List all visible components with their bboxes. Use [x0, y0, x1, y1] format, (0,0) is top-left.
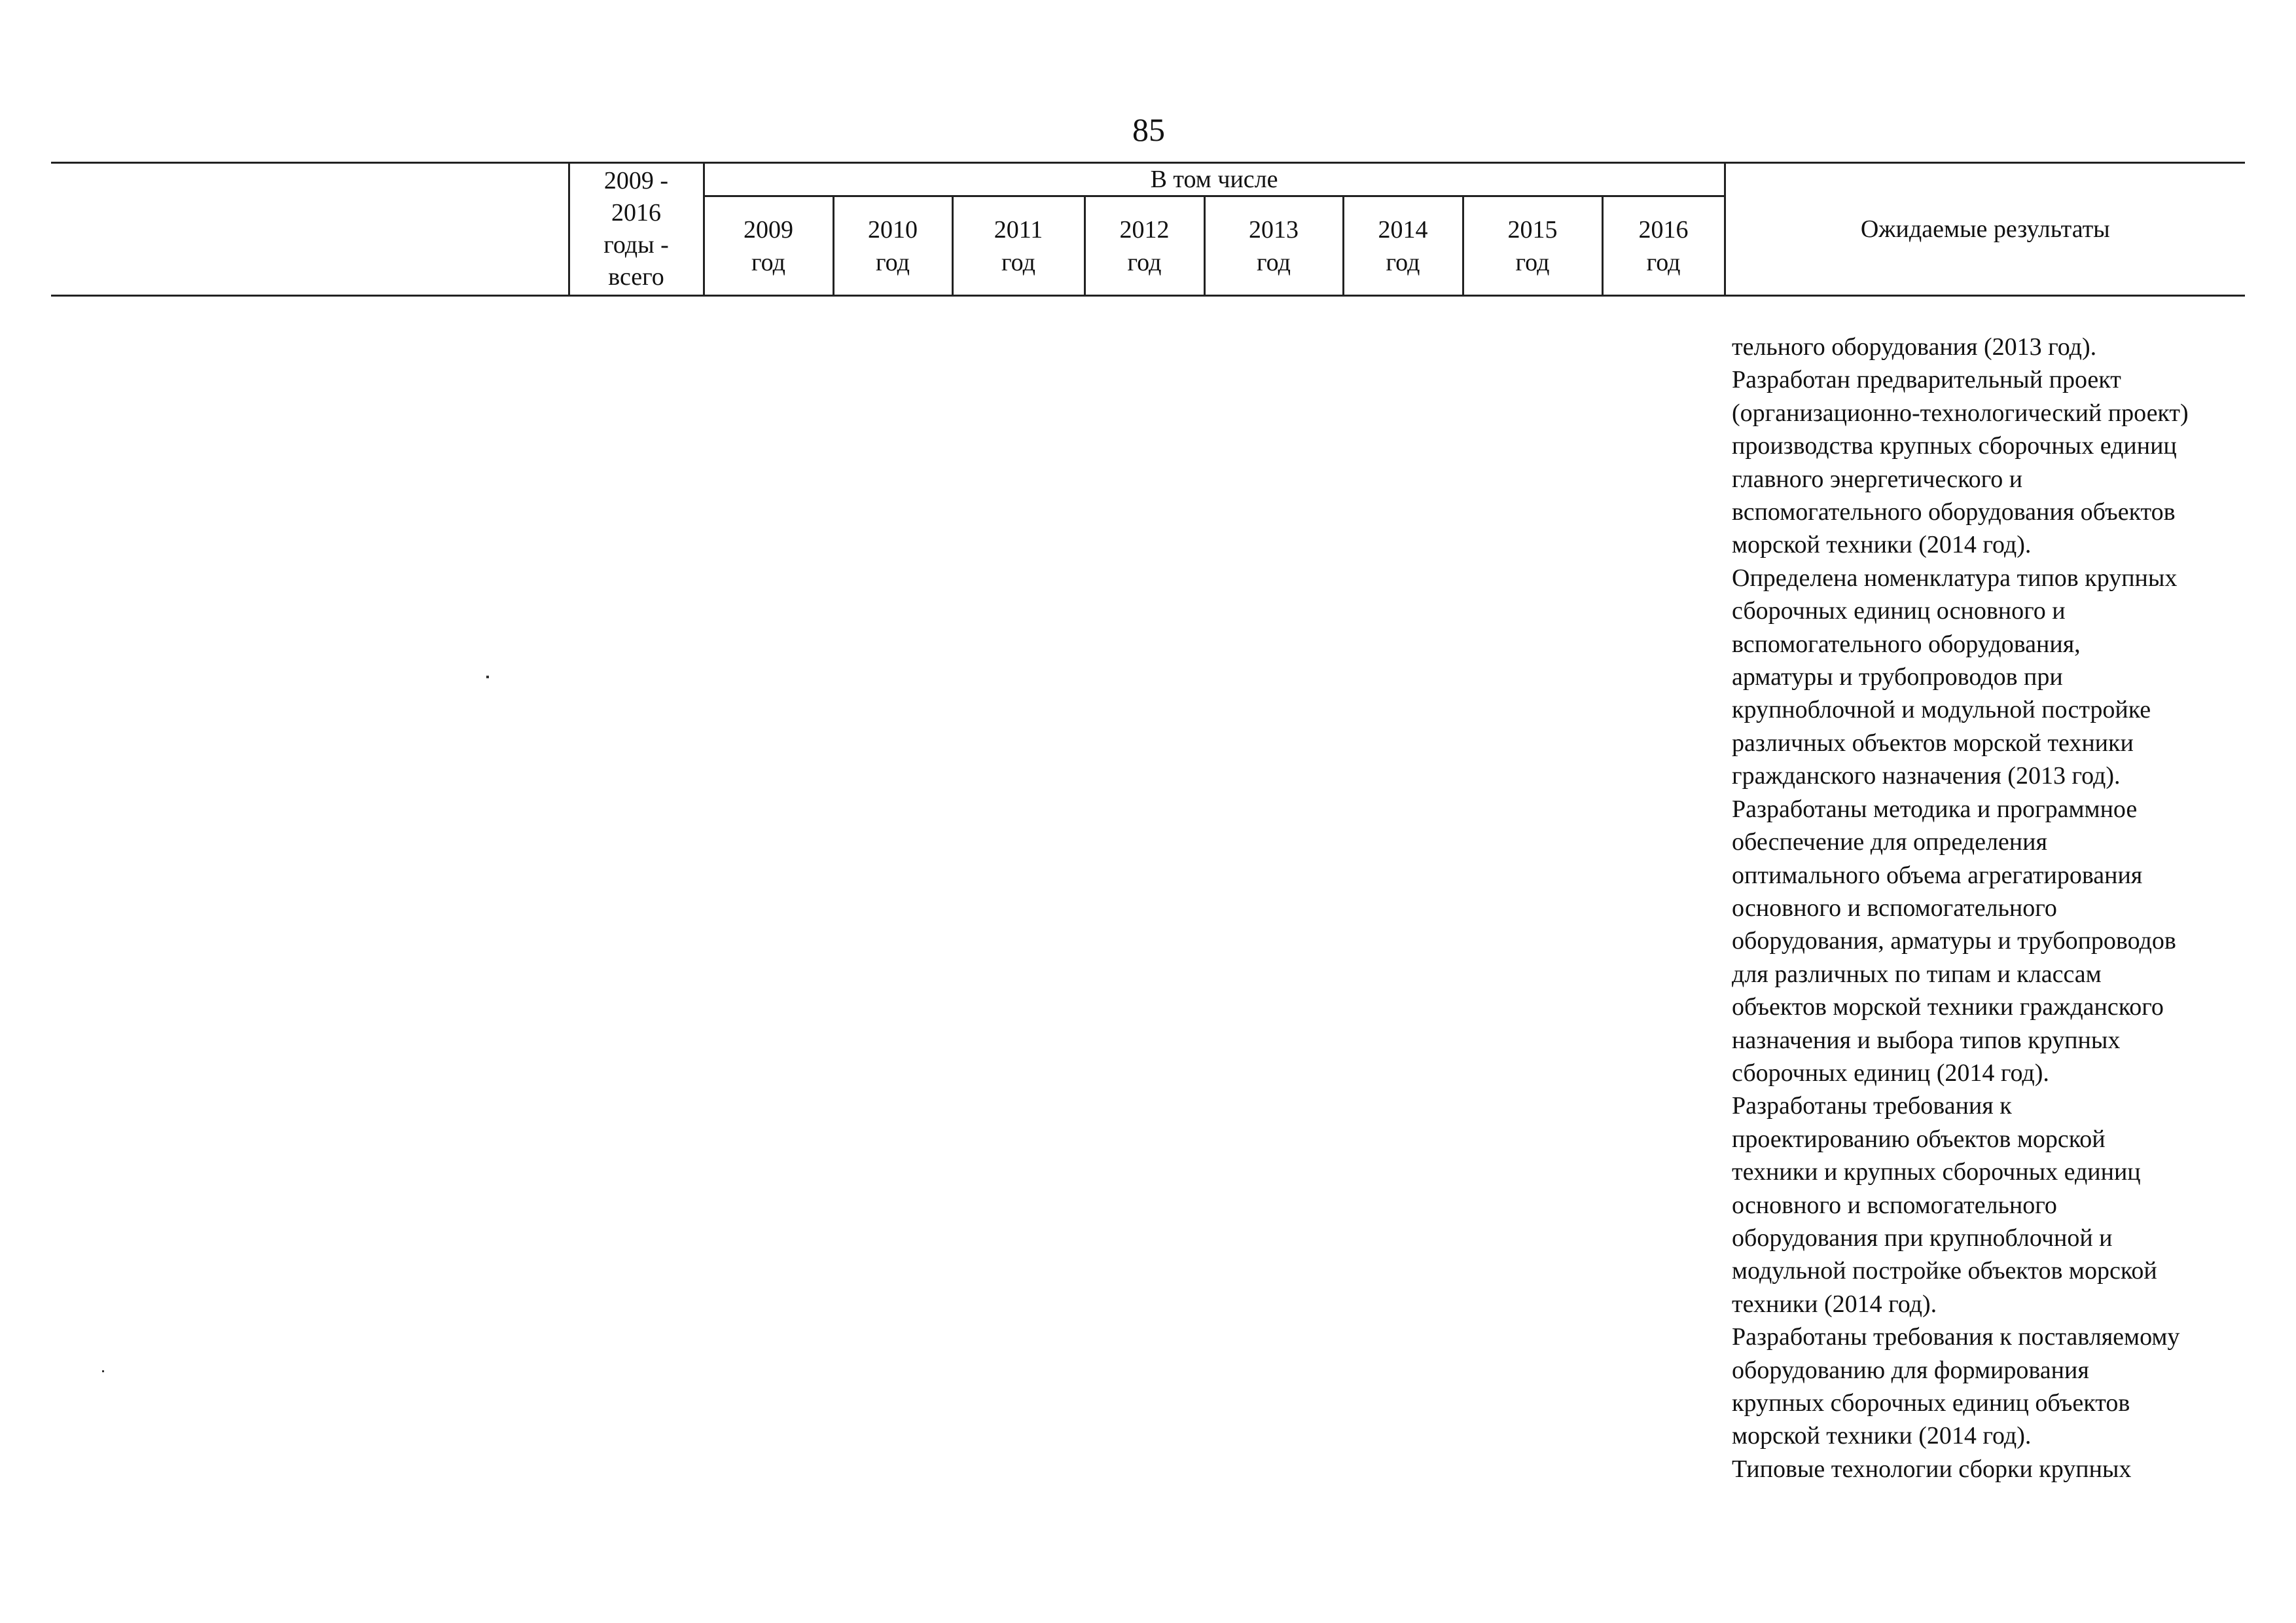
year-label: 2013 [1249, 215, 1299, 244]
year-header-2009 [704, 196, 833, 296]
year-label: 2014 [1378, 215, 1428, 244]
scan-speck [486, 676, 489, 678]
year-label: 2012 [1119, 215, 1170, 244]
year-unit: год [1646, 248, 1681, 276]
scan-speck [102, 1370, 104, 1372]
year-unit: год [1127, 248, 1162, 276]
year-header-2016 [1602, 196, 1725, 296]
year-unit: год [1515, 248, 1550, 276]
year-unit: год [1386, 248, 1420, 276]
results-column-header [1725, 163, 2245, 296]
year-label: 2016 [1638, 215, 1689, 244]
empty-header-cell [51, 163, 569, 296]
year-label: 2010 [868, 215, 918, 244]
page-number: 85 [1132, 111, 1165, 148]
year-header-2013 [1204, 196, 1343, 296]
group-header [704, 163, 1725, 196]
year-header-2011 [952, 196, 1085, 296]
year-label: 2015 [1507, 215, 1558, 244]
year-unit: год [876, 248, 910, 276]
year-header-2014 [1343, 196, 1463, 296]
table-header [51, 162, 2245, 297]
group-header-label: В том числе [1150, 166, 1278, 193]
year-label: 2009 [744, 215, 793, 244]
year-unit: год [751, 248, 785, 276]
year-header-2012 [1085, 196, 1204, 296]
total-column-header [569, 163, 704, 296]
results-column-label: Ожидаемые результаты [1860, 215, 2110, 243]
year-unit: год [1257, 248, 1291, 276]
expected-results-text: тельного оборудования (2013 год). Разработан предварительный проект (организационно-технологический проект) производства крупных сборочных единиц главного энергетического и вспомогательного оборудования объектов морской техники (2014 год). Определена номенклатура типов крупных сборочных единиц основного и вспомогательного оборудования, арматуры и трубопроводов при крупноблочной и модульной постройке различных объектов морской техники гражданского назначения (2013 год). Разработаны методика и программное обеспечение для определения оптимального объема агрегатирования основного и вспомогательного оборудования, арматуры и трубопроводов для различных по типам и классам объектов морской техники гражданского назначения и выбора типов крупных сборочных единиц (2014 год). Разработаны требования к проектированию объектов морской техники и крупных сборочных единиц основного и вспомогательного оборудования при крупноблочной и модульной постройке объектов морской техники (2014 год). Разработаны требования к поставляемому оборудованию для формирования крупных сборочных единиц объектов морской техники (2014 год). Типовые технологии сборки крупных [1732, 333, 2189, 1483]
total-column-label: 2009 - 2016 годы - всего [603, 167, 669, 291]
year-label: 2011 [994, 215, 1043, 244]
year-header-2010 [833, 196, 952, 296]
year-unit: год [1001, 248, 1035, 276]
year-header-2015 [1463, 196, 1602, 296]
